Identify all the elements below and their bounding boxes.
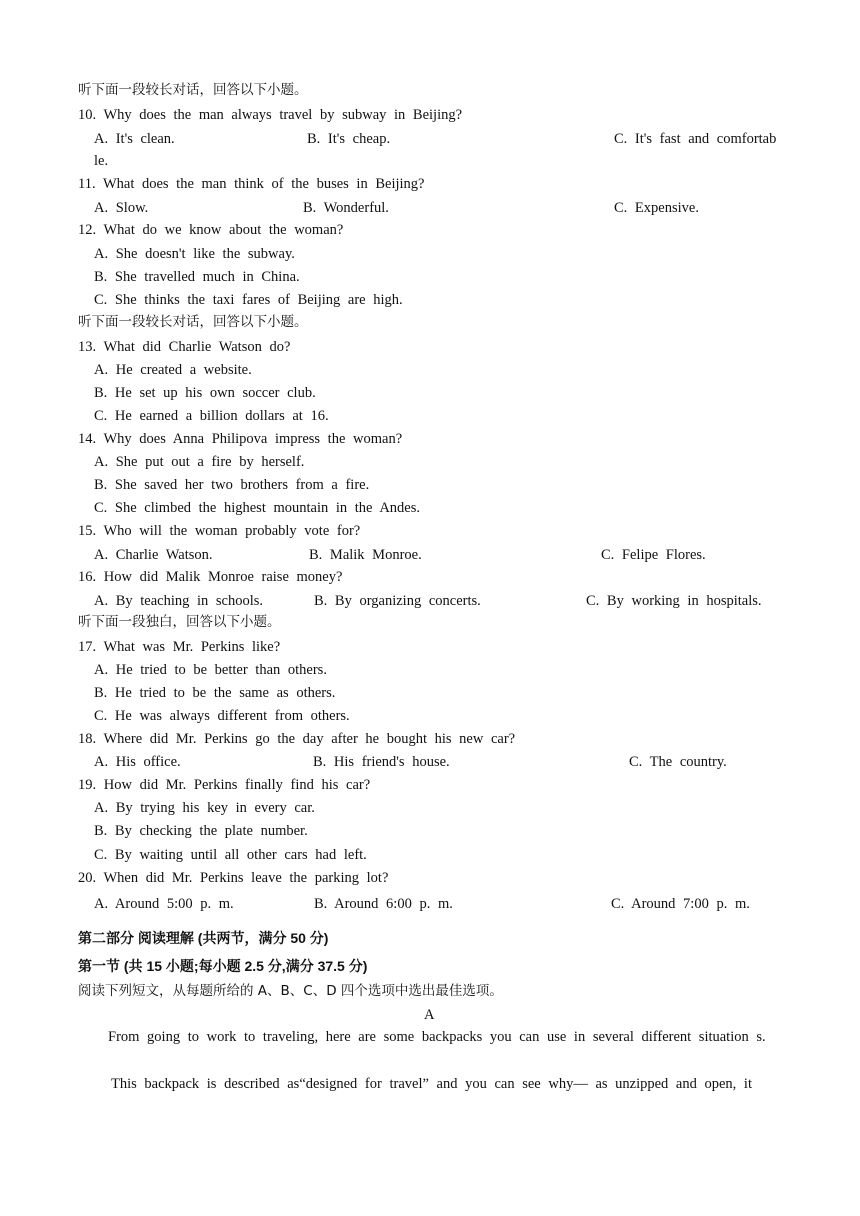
question-19-option-b: B. By checking the plate number. xyxy=(94,823,308,839)
question-17-stem: 17. What was Mr. Perkins like? xyxy=(78,639,281,655)
question-16-option-a: A. By teaching in schools. xyxy=(94,593,264,609)
listening-intro-long-conversation-1: 听下面一段较长对话，回答以下小题。 xyxy=(78,82,308,98)
question-19-stem: 19. How did Mr. Perkins finally find his car? xyxy=(78,777,371,793)
question-19-option-a: A. By trying his key in every car. xyxy=(94,800,315,816)
question-16-option-c: C. By working in hospitals. xyxy=(586,593,762,609)
question-11-option-c: C. Expensive. xyxy=(614,200,699,216)
question-12-option-a: A. She doesn't like the subway. xyxy=(94,246,295,262)
question-18-option-c: C. The country. xyxy=(629,754,727,770)
question-18-option-b: B. His friend's house. xyxy=(313,754,450,770)
section-one-title: 第一节 (共 15 小题;每小题 2.5 分,满分 37.5 分) xyxy=(78,958,368,974)
question-19-option-c: C. By waiting until all other cars had left. xyxy=(94,847,367,863)
question-10-option-a: A. It's clean. xyxy=(94,131,175,147)
question-15-option-a: A. Charlie Watson. xyxy=(94,547,213,563)
question-11-stem: 11. What does the man think of the buses in Beijing? xyxy=(78,176,425,192)
passage-label: A xyxy=(424,1007,435,1023)
question-16-stem: 16. How did Malik Monroe raise money? xyxy=(78,569,343,585)
passage-paragraph-2 xyxy=(78,1073,784,1096)
question-16-option-b: B. By organizing concerts. xyxy=(314,593,481,609)
question-13-stem: 13. What did Charlie Watson do? xyxy=(78,339,291,355)
question-15-stem: 15. Who will the woman probably vote for? xyxy=(78,523,361,539)
reading-instruction: 阅读下列短文，从每题所给的 A、B、C、D 四个选项中选出最佳选项。 xyxy=(78,983,503,999)
listening-intro-long-conversation-2: 听下面一段较长对话，回答以下小题。 xyxy=(78,314,308,330)
question-11-option-a: A. Slow. xyxy=(94,200,149,216)
question-18-option-a: A. His office. xyxy=(94,754,181,770)
question-17-option-a: A. He tried to be better than others. xyxy=(94,662,327,678)
part-two-title: 第二部分 阅读理解 (共两节，满分 50 分) xyxy=(78,930,329,946)
passage-paragraph-1 xyxy=(78,1026,784,1049)
question-13-option-a: A. He created a website. xyxy=(94,362,252,378)
question-20-option-c: C. Around 7:00 p. m. xyxy=(611,896,750,912)
question-14-option-b: B. She saved her two brothers from a fire. xyxy=(94,477,370,493)
question-14-stem: 14. Why does Anna Philipova impress the woman? xyxy=(78,431,403,447)
passage-paragraph-2-text: This backpack is described as“designed for travel” and you can see why— as unzipped and open, it xyxy=(111,1076,752,1092)
question-17-option-b: B. He tried to be the same as others. xyxy=(94,685,336,701)
question-20-stem: 20. When did Mr. Perkins leave the parking lot? xyxy=(78,870,389,886)
question-15-option-c: C. Felipe Flores. xyxy=(601,547,706,563)
question-12-option-b: B. She travelled much in China. xyxy=(94,269,300,285)
question-10-option-b: B. It's cheap. xyxy=(307,131,391,147)
question-20-option-a: A. Around 5:00 p. m. xyxy=(94,896,234,912)
question-17-option-c: C. He was always different from others. xyxy=(94,708,350,724)
question-13-option-c: C. He earned a billion dollars at 16. xyxy=(94,408,329,424)
question-10-option-c-continued: le. xyxy=(94,153,109,169)
question-10-option-c: C. It's fast and comfortab xyxy=(614,131,777,147)
question-12-stem: 12. What do we know about the woman? xyxy=(78,222,344,238)
question-14-option-c: C. She climbed the highest mountain in the Andes. xyxy=(94,500,420,516)
question-11-option-b: B. Wonderful. xyxy=(303,200,389,216)
listening-intro-monologue: 听下面一段独白，回答以下小题。 xyxy=(78,614,281,630)
question-18-stem: 18. Where did Mr. Perkins go the day after he bought his new car? xyxy=(78,731,516,747)
passage-paragraph-1-text: From going to work to traveling, here are some backpacks you can use in several different situation s. xyxy=(108,1029,766,1045)
question-15-option-b: B. Malik Monroe. xyxy=(309,547,422,563)
question-12-option-c: C. She thinks the taxi fares of Beijing are high. xyxy=(94,292,403,308)
question-10-stem: 10. Why does the man always travel by subway in Beijing? xyxy=(78,107,463,123)
question-13-option-b: B. He set up his own soccer club. xyxy=(94,385,316,401)
question-14-option-a: A. She put out a fire by herself. xyxy=(94,454,305,470)
question-20-option-b: B. Around 6:00 p. m. xyxy=(314,896,453,912)
